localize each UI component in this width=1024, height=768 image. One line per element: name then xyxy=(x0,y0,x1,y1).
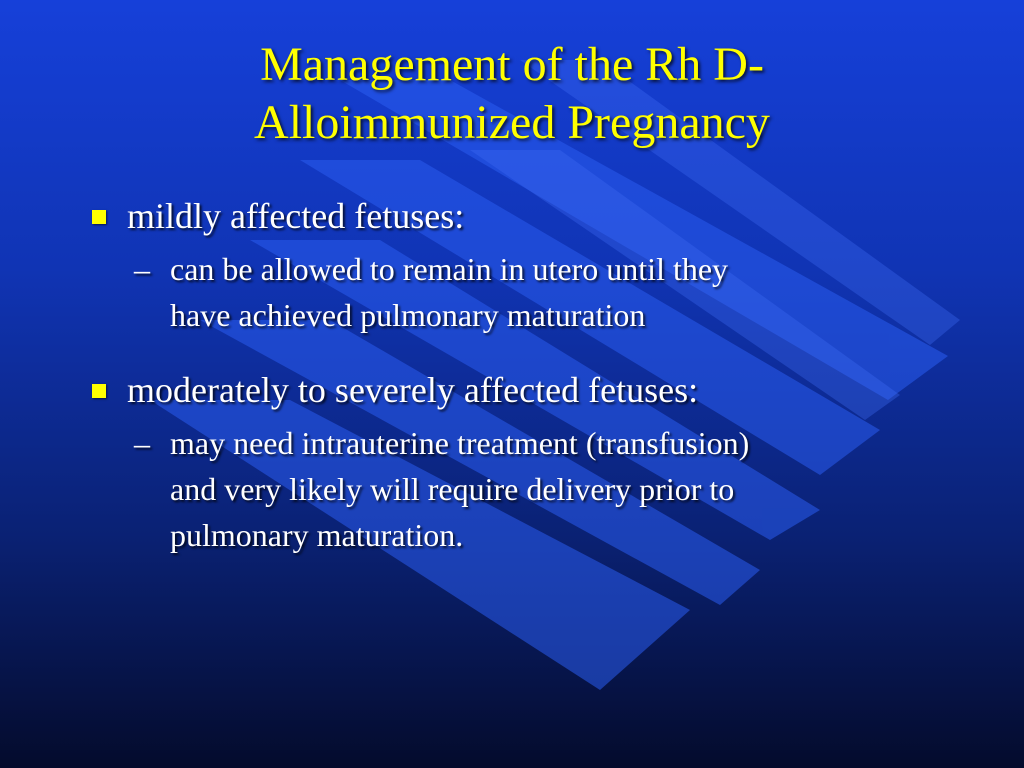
square-bullet-icon xyxy=(92,384,106,398)
sub-bullet-line: have achieved pulmonary maturation xyxy=(170,297,646,333)
square-bullet-icon xyxy=(92,210,106,224)
bullet-text: mildly affected fetuses: xyxy=(127,196,465,236)
sub-bullet-line: and very likely will require delivery prior to xyxy=(170,471,735,507)
dash-icon: – xyxy=(134,425,150,461)
bullet-item-moderately-affected xyxy=(90,366,930,414)
sub-bullet-line: may need intrauterine treatment (transfusion) xyxy=(170,425,750,461)
sub-bullet-line: can be allowed to remain in utero until they xyxy=(170,251,729,287)
sub-bullet-item xyxy=(134,246,890,338)
sub-bullet-line: pulmonary maturation. xyxy=(170,517,464,553)
bullet-text: moderately to severely affected fetuses: xyxy=(127,370,699,410)
bullet-list xyxy=(90,192,930,558)
title-line-2: Alloimmunized Pregnancy xyxy=(254,96,770,149)
title-line-1: Management of the Rh D- xyxy=(260,38,764,91)
slide-title xyxy=(80,36,944,152)
dash-icon: – xyxy=(134,251,150,287)
bullet-item-mildly-affected xyxy=(90,192,930,240)
sub-bullet-item xyxy=(134,420,890,558)
